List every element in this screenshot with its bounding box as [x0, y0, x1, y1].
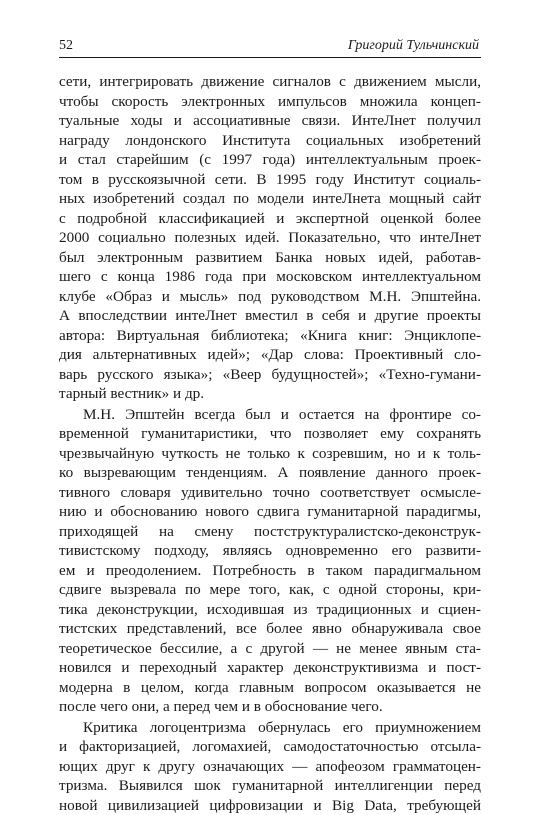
text-line: чтобы скорость электронных импульсов множила концеп-	[59, 92, 481, 112]
page-header	[59, 38, 481, 58]
paragraph-3	[59, 718, 481, 815]
body-text	[59, 72, 481, 815]
text-line: ем и преодолением. Потребность в таком парадигмальном	[59, 561, 481, 581]
text-line: новой цивилизацией цифровизации и Big Data, требующей	[59, 796, 481, 815]
text-line: туальные ходы и ассоциативные связи. ИнтеЛнет получил	[59, 111, 481, 131]
text-line: временной гуманитаристики, что позволяет ему сохранять	[59, 424, 481, 444]
paragraph-2	[59, 405, 481, 717]
text-line: сдвиге вызревала по мере того, как, с одной стороны, кри-	[59, 580, 481, 600]
text-line: тивного словаря удивительно точно соответствует осмысле-	[59, 483, 481, 503]
book-page	[59, 38, 481, 815]
text-line: тистских представлений, все более явно обнаруживала свое	[59, 619, 481, 639]
text-line: Критика логоцентризма обернулась его приумножением	[59, 718, 481, 738]
text-line: и факторизацией, логомахией, самодостаточностью отсыла-	[59, 737, 481, 757]
text-line: ко вызревающим тенденциям. А появление данного проек-	[59, 463, 481, 483]
text-line: тивистскому подходу, являясь одновременно его развити-	[59, 541, 481, 561]
text-line: варь русского языка»; «Веер будущностей»; «Техно-гумани-	[59, 365, 481, 385]
paragraph-1	[59, 72, 481, 404]
text-line: модерна в целом, когда главным вопросом оказывается не	[59, 678, 481, 698]
text-line: М.Н. Эпштейн всегда был и остается на фронтире со-	[59, 405, 481, 425]
text-line: нию и обоснованию нового сдвига гуманитарной парадигмы,	[59, 502, 481, 522]
text-line: чрезвычайную чуткость не только к созревшим, но и к толь-	[59, 444, 481, 464]
text-line: ющих друг к другу означающих — апофеозом грамматоцен-	[59, 757, 481, 777]
text-line: приходящей на смену постструктуралистско-деконструк-	[59, 522, 481, 542]
text-line: теоретическое бессилие, а с другой — не менее явным ста-	[59, 639, 481, 659]
text-line: новился и переходный характер деконструктивизма и пост-	[59, 658, 481, 678]
text-line: награду лондонского Института социальных изобретений	[59, 131, 481, 151]
text-line: дия альтернативных идей»; «Дар слова: Проективный сло-	[59, 345, 481, 365]
text-line: том в русскоязычной сети. В 1995 году Институт социаль-	[59, 170, 481, 190]
text-line: был электронным развитием Банка новых идей, работав-	[59, 248, 481, 268]
text-line: после чего они, а перед чем и в обоснование чего.	[59, 697, 481, 717]
text-line: и стал старейшим (с 1997 года) интеллектуальным проек-	[59, 150, 481, 170]
text-line: клубе «Образ и мысль» под руководством М.Н. Эпштейна.	[59, 287, 481, 307]
text-line: ных изобретений создал по модели интеЛнета мощный сайт	[59, 189, 481, 209]
text-line: автора: Виртуальная библиотека; «Книга книг: Энциклопе-	[59, 326, 481, 346]
text-line: 2000 социально полезных идей. Показательно, что интеЛнет	[59, 228, 481, 248]
text-line: тарный вестник» и др.	[59, 384, 481, 404]
text-line: с подробной классификацией и экспертной оценкой более	[59, 209, 481, 229]
text-line: тризма. Выявился шок гуманитарной интеллигенции перед	[59, 776, 481, 796]
page-number: 52	[59, 38, 73, 54]
text-line: сети, интегрировать движение сигналов с движением мысли,	[59, 72, 481, 92]
text-line: тика деконструкции, исходившая из традиционных и сциен-	[59, 600, 481, 620]
text-line: шего с конца 1986 года при московском интеллектуальном	[59, 267, 481, 287]
text-line: А впоследствии интеЛнет вместил в себя и другие проекты	[59, 306, 481, 326]
running-title: Григорий Тульчинский	[348, 38, 479, 54]
